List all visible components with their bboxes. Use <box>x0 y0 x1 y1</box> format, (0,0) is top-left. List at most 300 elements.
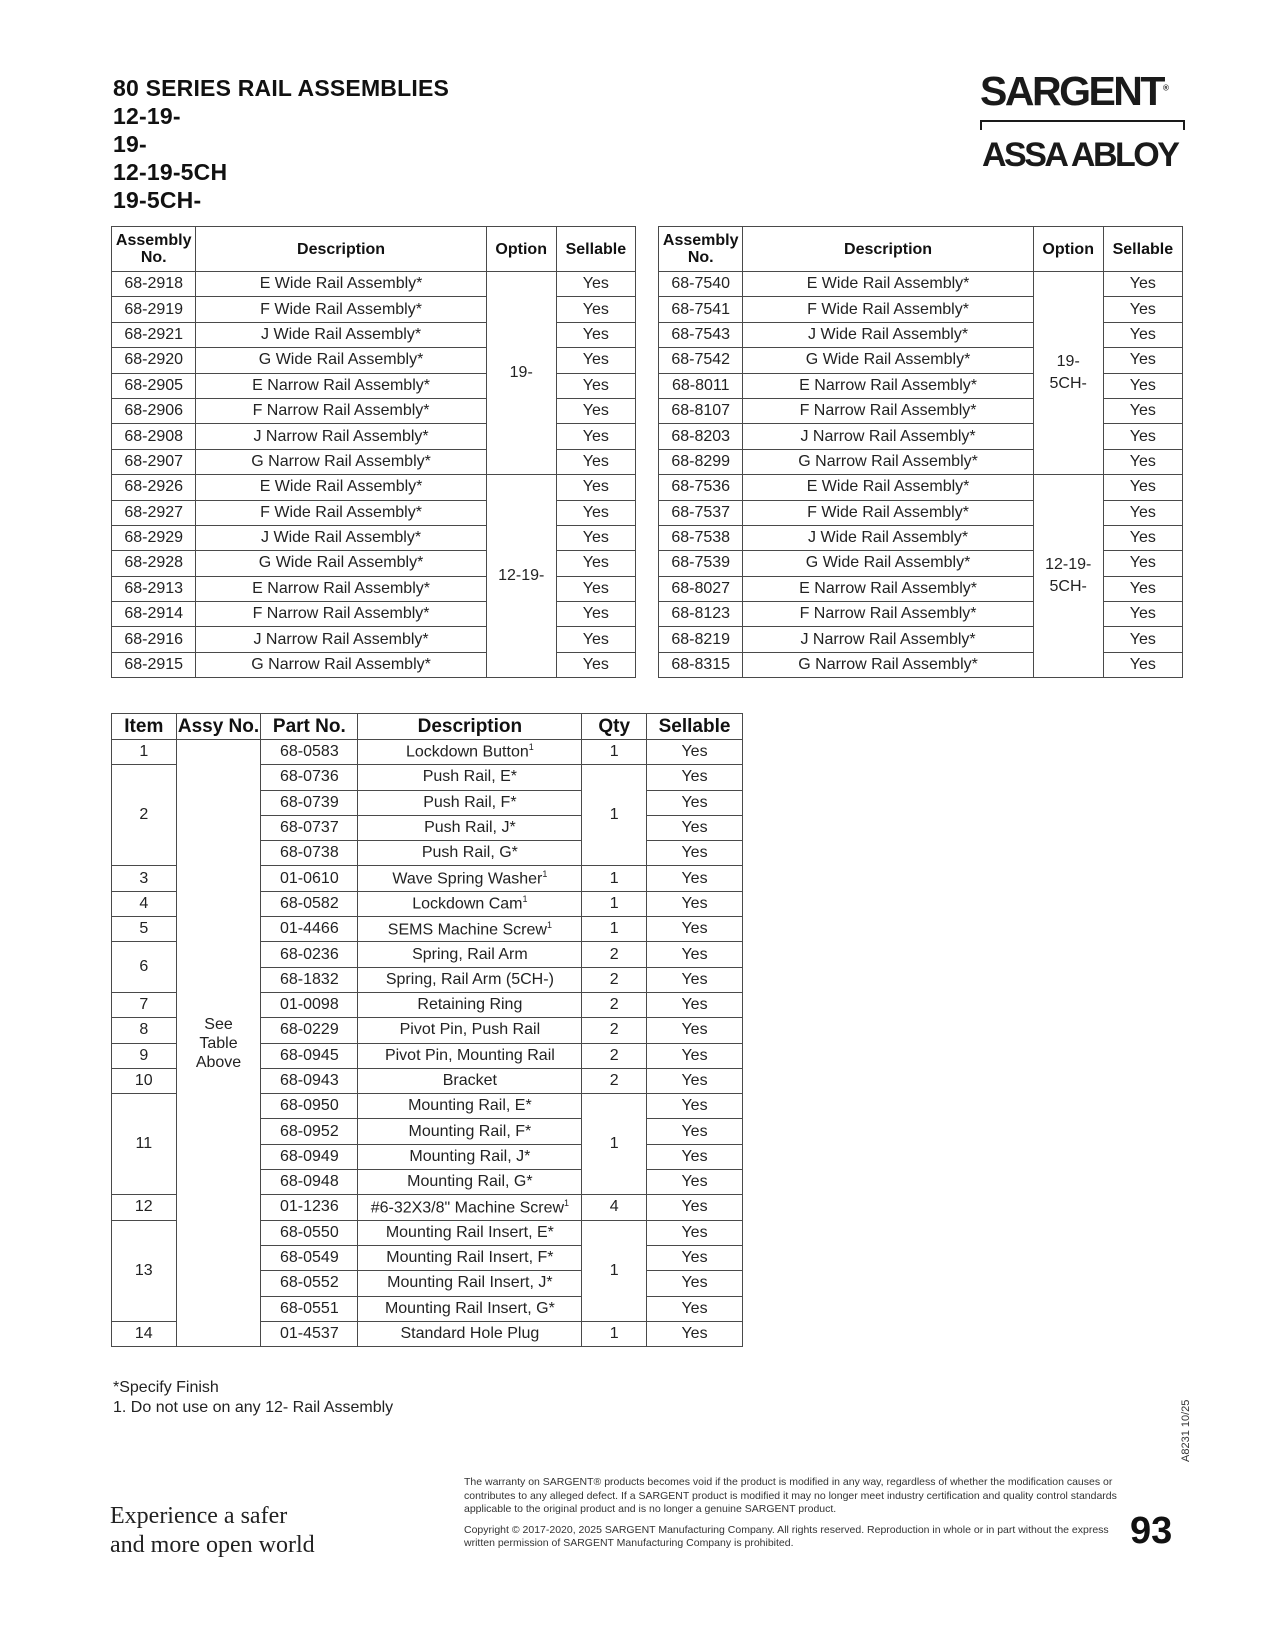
description-cell: F Narrow Rail Assembly* <box>196 398 486 423</box>
sellable-cell: Yes <box>647 967 743 992</box>
sellable-cell: Yes <box>556 449 635 474</box>
description-text: Mounting Rail, F* <box>408 1122 532 1140</box>
item-cell: 9 <box>112 1043 177 1068</box>
sellable-cell: Yes <box>647 1144 743 1169</box>
option-label: 5CH- <box>1049 375 1087 393</box>
item-cell: 11 <box>112 1094 177 1195</box>
table-row <box>112 602 636 627</box>
description-cell <box>358 765 582 790</box>
item-cell: 1 <box>112 740 177 765</box>
description-cell <box>358 942 582 967</box>
description-cell <box>358 740 582 765</box>
part-no-cell: 01-4466 <box>261 917 358 942</box>
assy-no-cell <box>176 740 261 1347</box>
description-text: Spring, Rail Arm (5CH-) <box>385 970 554 988</box>
item-cell: 6 <box>112 942 177 993</box>
description-text: Lockdown Cam <box>412 895 523 913</box>
sellable-cell: Yes <box>556 576 635 601</box>
description-cell: G Narrow Rail Assembly* <box>743 652 1033 677</box>
specify-finish-note: *Specify Finish <box>113 1379 219 1396</box>
description-cell: G Wide Rail Assembly* <box>196 551 486 576</box>
sellable-cell: Yes <box>556 627 635 652</box>
description-text: Push Rail, J* <box>424 819 516 837</box>
legal-text <box>464 1476 1124 1558</box>
option-cell <box>486 272 556 475</box>
table-row <box>112 475 636 500</box>
footnote-marker: 1 <box>546 919 552 930</box>
table-row <box>659 424 1183 449</box>
sellable-cell: Yes <box>647 1119 743 1144</box>
part-no-cell: 68-0737 <box>261 815 358 840</box>
description-cell: G Wide Rail Assembly* <box>743 348 1033 373</box>
description-text: Standard Hole Plug <box>400 1324 540 1342</box>
description-cell: G Narrow Rail Assembly* <box>196 652 486 677</box>
item-cell: 12 <box>112 1195 177 1220</box>
copyright-text: Copyright © 2017-2020, 2025 SARGENT Manufacturing Company. All rights reserved. Reproduction in whole or in part without the express written permission of SARGENT Manufacturing Company is prohibited. <box>464 1523 1109 1549</box>
footnote-marker: 1 <box>542 868 548 879</box>
qty-cell: 2 <box>582 1018 647 1043</box>
page-title-block <box>113 74 449 214</box>
table-row <box>659 525 1183 550</box>
sellable-cell: Yes <box>556 398 635 423</box>
qty-cell: 1 <box>582 891 647 916</box>
description-cell: J Wide Rail Assembly* <box>196 322 486 347</box>
assembly-no-cell: 68-8203 <box>659 424 743 449</box>
page-title: 80 SERIES RAIL ASSEMBLIES <box>113 75 450 101</box>
sellable-header: Sellable <box>556 227 635 272</box>
qty-cell: 1 <box>582 740 647 765</box>
description-text: Mounting Rail Insert, J* <box>387 1274 553 1292</box>
table-row <box>112 297 636 322</box>
assembly-no-cell: 68-8299 <box>659 449 743 474</box>
assembly-no-cell: 68-2929 <box>112 525 196 550</box>
sellable-cell: Yes <box>1103 500 1182 525</box>
description-cell: G Wide Rail Assembly* <box>196 348 486 373</box>
sellable-cell: Yes <box>647 917 743 942</box>
part-no-cell: 68-0552 <box>261 1271 358 1296</box>
part-no-cell: 68-0736 <box>261 765 358 790</box>
table-row <box>112 348 636 373</box>
table-row <box>659 449 1183 474</box>
description-header: Description <box>743 227 1033 272</box>
description-cell: J Wide Rail Assembly* <box>743 525 1033 550</box>
assembly-no-cell: 68-7537 <box>659 500 743 525</box>
sellable-cell: Yes <box>647 1195 743 1220</box>
description-cell: J Narrow Rail Assembly* <box>196 627 486 652</box>
table-row <box>659 627 1183 652</box>
sellable-cell: Yes <box>647 1296 743 1321</box>
description-cell: E Narrow Rail Assembly* <box>196 373 486 398</box>
part-no-cell: 68-0950 <box>261 1094 358 1119</box>
table-row <box>112 424 636 449</box>
sellable-cell: Yes <box>647 1245 743 1270</box>
document-code: A8231 10/25 <box>1180 1399 1192 1462</box>
sellable-cell: Yes <box>556 322 635 347</box>
footnote-1: 1. Do not use on any 12- Rail Assembly <box>113 1399 394 1416</box>
table-row <box>112 500 636 525</box>
description-text: Push Rail, E* <box>422 768 517 786</box>
description-header: Description <box>196 227 486 272</box>
sellable-cell: Yes <box>1103 627 1182 652</box>
subtitle-option: 19- <box>113 131 147 157</box>
assembly-no-cell: 68-2908 <box>112 424 196 449</box>
description-cell: E Wide Rail Assembly* <box>196 272 486 297</box>
description-text: Retaining Ring <box>417 996 523 1014</box>
qty-cell: 1 <box>582 866 647 891</box>
description-text: Lockdown Button <box>405 743 529 761</box>
assembly-no-cell: 68-7540 <box>659 272 743 297</box>
qty-cell: 1 <box>582 917 647 942</box>
assembly-no-cell: 68-8107 <box>659 398 743 423</box>
description-text: Mounting Rail Insert, G* <box>384 1299 555 1317</box>
item-cell: 2 <box>112 765 177 866</box>
part-no-cell: 68-0549 <box>261 1245 358 1270</box>
table-row <box>112 551 636 576</box>
part-no-cell: 68-0582 <box>261 891 358 916</box>
sellable-cell: Yes <box>1103 551 1182 576</box>
sellable-cell: Yes <box>647 1018 743 1043</box>
description-cell: F Wide Rail Assembly* <box>743 500 1033 525</box>
sellable-cell: Yes <box>1103 297 1182 322</box>
description-cell <box>358 1321 582 1346</box>
description-text: Mounting Rail, E* <box>408 1097 532 1115</box>
sellable-cell: Yes <box>647 841 743 866</box>
assembly-no-cell: 68-2919 <box>112 297 196 322</box>
assembly-no-header: Assembly No. <box>659 227 743 272</box>
sargent-assa-abloy-logo <box>980 68 1185 178</box>
description-cell <box>358 1043 582 1068</box>
table-row <box>659 500 1183 525</box>
sellable-cell: Yes <box>556 475 635 500</box>
table-header <box>659 227 1183 272</box>
assembly-no-cell: 68-7543 <box>659 322 743 347</box>
description-cell: F Wide Rail Assembly* <box>196 297 486 322</box>
sellable-cell: Yes <box>647 815 743 840</box>
description-cell: E Wide Rail Assembly* <box>196 475 486 500</box>
assembly-no-cell: 68-2926 <box>112 475 196 500</box>
assembly-table-left <box>111 226 636 678</box>
part-no-cell: 01-0098 <box>261 992 358 1017</box>
description-text: Push Rail, G* <box>421 844 518 862</box>
footnote-marker: 1 <box>522 894 528 905</box>
part-no-cell: 68-0583 <box>261 740 358 765</box>
assembly-no-cell: 68-7536 <box>659 475 743 500</box>
description-cell <box>358 1119 582 1144</box>
table-row <box>659 348 1183 373</box>
part-no-header: Part No. <box>261 714 358 740</box>
part-no-cell: 68-0738 <box>261 841 358 866</box>
description-cell <box>358 1094 582 1119</box>
assembly-no-cell: 68-2906 <box>112 398 196 423</box>
description-cell <box>358 1068 582 1093</box>
table-row <box>659 576 1183 601</box>
assembly-no-cell: 68-7542 <box>659 348 743 373</box>
assembly-no-cell: 68-7541 <box>659 297 743 322</box>
description-text: Bracket <box>442 1072 497 1089</box>
table-row <box>112 322 636 347</box>
part-no-cell: 68-0943 <box>261 1068 358 1093</box>
item-cell: 3 <box>112 866 177 891</box>
item-cell: 14 <box>112 1321 177 1346</box>
see-table-label: Above <box>195 1053 242 1071</box>
part-no-cell: 68-0551 <box>261 1296 358 1321</box>
option-label: 12-19- <box>498 567 545 585</box>
part-no-cell: 68-0739 <box>261 790 358 815</box>
table-row <box>659 398 1183 423</box>
description-cell <box>358 1296 582 1321</box>
item-cell: 5 <box>112 917 177 942</box>
sellable-cell: Yes <box>647 942 743 967</box>
part-no-cell: 68-0948 <box>261 1170 358 1195</box>
option-header: Option <box>1033 227 1103 272</box>
sellable-cell: Yes <box>1103 348 1182 373</box>
part-no-cell: 68-0229 <box>261 1018 358 1043</box>
assy-no-header: Assy No. <box>176 714 261 740</box>
sellable-cell: Yes <box>556 602 635 627</box>
description-cell <box>358 1195 582 1220</box>
assembly-no-cell: 68-2905 <box>112 373 196 398</box>
table-row <box>659 297 1183 322</box>
sellable-cell: Yes <box>556 500 635 525</box>
qty-cell: 2 <box>582 1068 647 1093</box>
description-cell: F Narrow Rail Assembly* <box>743 602 1033 627</box>
sellable-cell: Yes <box>556 424 635 449</box>
table-row <box>659 272 1183 297</box>
description-text: Mounting Rail, G* <box>407 1173 533 1191</box>
table-row <box>112 373 636 398</box>
description-cell: G Wide Rail Assembly* <box>743 551 1033 576</box>
table-row <box>112 272 636 297</box>
part-no-cell: 01-0610 <box>261 866 358 891</box>
sellable-cell: Yes <box>556 272 635 297</box>
assembly-no-cell: 68-2913 <box>112 576 196 601</box>
table-row <box>112 449 636 474</box>
assembly-no-cell: 68-2915 <box>112 652 196 677</box>
description-cell: J Wide Rail Assembly* <box>196 525 486 550</box>
part-no-cell: 01-1236 <box>261 1195 358 1220</box>
item-cell: 8 <box>112 1018 177 1043</box>
description-cell: F Wide Rail Assembly* <box>196 500 486 525</box>
part-no-cell: 68-0952 <box>261 1119 358 1144</box>
table-row <box>659 322 1183 347</box>
item-cell: 7 <box>112 992 177 1017</box>
sellable-cell: Yes <box>647 740 743 765</box>
sellable-cell: Yes <box>647 1094 743 1119</box>
description-cell <box>358 1220 582 1245</box>
description-cell <box>358 815 582 840</box>
option-label: 19- <box>509 364 533 382</box>
sellable-header: Sellable <box>647 714 743 740</box>
sellable-cell: Yes <box>647 1271 743 1296</box>
sellable-cell: Yes <box>1103 322 1182 347</box>
description-text: Pivot Pin, Push Rail <box>399 1021 541 1039</box>
sellable-cell: Yes <box>556 525 635 550</box>
tagline <box>110 1502 315 1560</box>
assembly-table-right <box>658 226 1183 678</box>
assembly-no-cell: 68-2927 <box>112 500 196 525</box>
description-text: Pivot Pin, Mounting Rail <box>384 1046 555 1064</box>
table-row <box>659 652 1183 677</box>
table-row <box>112 740 743 765</box>
footnote-marker: 1 <box>528 742 534 753</box>
description-cell: E Narrow Rail Assembly* <box>743 373 1033 398</box>
subtitle-option: 12-19- <box>113 103 181 129</box>
table-row <box>659 551 1183 576</box>
item-cell: 4 <box>112 891 177 916</box>
description-cell: F Narrow Rail Assembly* <box>743 398 1033 423</box>
warranty-text: The warranty on SARGENT® products becomes void if the product is modified in any way, regardless of whether the modification causes or contributes to any alleged defect. If a SARGENT product is modified it may no longer meet industry certification and quality control standards applicable to the original product and is no longer a genuine SARGENT product. <box>464 1476 1117 1515</box>
description-cell: J Wide Rail Assembly* <box>743 322 1033 347</box>
description-text: Push Rail, F* <box>423 793 517 811</box>
description-text: Mounting Rail, J* <box>409 1147 531 1165</box>
description-cell <box>358 1144 582 1169</box>
description-text: #6-32X3/8" Machine Screw <box>370 1199 565 1217</box>
option-label: 19- <box>1056 353 1080 371</box>
sargent-wordmark: SARGENT® <box>980 68 1169 114</box>
table-row <box>112 627 636 652</box>
sellable-cell: Yes <box>556 348 635 373</box>
part-no-cell: 68-1832 <box>261 967 358 992</box>
qty-cell: 2 <box>582 942 647 967</box>
qty-cell: 2 <box>582 992 647 1017</box>
assembly-no-cell: 68-8011 <box>659 373 743 398</box>
description-cell: J Narrow Rail Assembly* <box>743 424 1033 449</box>
sellable-cell: Yes <box>556 297 635 322</box>
table-row <box>112 652 636 677</box>
sellable-cell: Yes <box>556 652 635 677</box>
qty-cell: 1 <box>582 1321 647 1346</box>
sellable-cell: Yes <box>647 790 743 815</box>
description-text: Mounting Rail Insert, F* <box>386 1249 554 1267</box>
description-cell <box>358 917 582 942</box>
description-cell: F Narrow Rail Assembly* <box>196 602 486 627</box>
description-cell: E Narrow Rail Assembly* <box>196 576 486 601</box>
part-no-cell: 68-0550 <box>261 1220 358 1245</box>
description-cell <box>358 967 582 992</box>
qty-cell: 1 <box>582 765 647 866</box>
description-cell: J Narrow Rail Assembly* <box>196 424 486 449</box>
description-cell <box>358 790 582 815</box>
assembly-no-cell: 68-2916 <box>112 627 196 652</box>
option-cell <box>486 475 556 678</box>
assembly-no-cell: 68-2920 <box>112 348 196 373</box>
table-row <box>659 602 1183 627</box>
item-header: Item <box>112 714 177 740</box>
sellable-cell: Yes <box>556 373 635 398</box>
sellable-cell: Yes <box>1103 272 1182 297</box>
sellable-cell: Yes <box>647 1220 743 1245</box>
see-table-label: Table <box>199 1034 238 1052</box>
assembly-no-cell: 68-8027 <box>659 576 743 601</box>
assembly-no-cell: 68-7538 <box>659 525 743 550</box>
table-row <box>112 576 636 601</box>
description-text: SEMS Machine Screw <box>387 920 547 938</box>
description-cell <box>358 841 582 866</box>
sellable-cell: Yes <box>556 551 635 576</box>
sellable-cell: Yes <box>1103 475 1182 500</box>
sellable-cell: Yes <box>647 1068 743 1093</box>
description-cell <box>358 866 582 891</box>
tagline-line: and more open world <box>110 1532 315 1558</box>
description-cell: E Wide Rail Assembly* <box>743 272 1033 297</box>
description-cell: F Wide Rail Assembly* <box>743 297 1033 322</box>
sellable-cell: Yes <box>647 1043 743 1068</box>
description-cell: G Narrow Rail Assembly* <box>743 449 1033 474</box>
table-row <box>112 398 636 423</box>
description-text: Spring, Rail Arm <box>412 945 528 963</box>
item-cell: 13 <box>112 1220 177 1321</box>
qty-cell: 1 <box>582 1094 647 1195</box>
assembly-no-cell: 68-7539 <box>659 551 743 576</box>
option-cell <box>1033 475 1103 678</box>
option-cell <box>1033 272 1103 475</box>
sellable-cell: Yes <box>647 1170 743 1195</box>
assembly-no-cell: 68-8315 <box>659 652 743 677</box>
sellable-cell: Yes <box>647 891 743 916</box>
sellable-cell: Yes <box>647 765 743 790</box>
parts-table <box>111 713 743 1347</box>
option-label: 12-19- <box>1045 556 1092 574</box>
qty-cell: 1 <box>582 1220 647 1321</box>
sellable-cell: Yes <box>647 866 743 891</box>
description-cell: E Narrow Rail Assembly* <box>743 576 1033 601</box>
sellable-cell: Yes <box>647 1321 743 1346</box>
qty-header: Qty <box>582 714 647 740</box>
subtitle-option: 12-19-5CH <box>113 159 228 185</box>
sellable-cell: Yes <box>1103 449 1182 474</box>
assembly-no-header: Assembly No. <box>112 227 196 272</box>
description-cell <box>358 1271 582 1296</box>
tagline-line: Experience a safer <box>110 1503 288 1529</box>
part-no-cell: 01-4537 <box>261 1321 358 1346</box>
description-text: Wave Spring Washer <box>392 870 543 888</box>
assembly-no-cell: 68-8219 <box>659 627 743 652</box>
footnote-marker: 1 <box>564 1197 570 1208</box>
sellable-header: Sellable <box>1103 227 1182 272</box>
sellable-cell: Yes <box>1103 398 1182 423</box>
table-header <box>112 714 743 740</box>
description-header: Description <box>358 714 582 740</box>
qty-cell: 2 <box>582 967 647 992</box>
assembly-no-cell: 68-2907 <box>112 449 196 474</box>
table-row <box>112 525 636 550</box>
description-cell: G Narrow Rail Assembly* <box>196 449 486 474</box>
assembly-no-cell: 68-2918 <box>112 272 196 297</box>
sellable-cell: Yes <box>1103 525 1182 550</box>
assa-abloy-wordmark: ASSA ABLOY <box>982 136 1178 174</box>
page-number: 93 <box>1130 1510 1173 1552</box>
assembly-no-cell: 68-2928 <box>112 551 196 576</box>
logo-bracket <box>980 120 1185 130</box>
subtitle-option: 19-5CH- <box>113 187 202 213</box>
description-cell <box>358 1245 582 1270</box>
table-row <box>659 475 1183 500</box>
description-cell <box>358 891 582 916</box>
option-header: Option <box>486 227 556 272</box>
sellable-cell: Yes <box>647 992 743 1017</box>
part-no-cell: 68-0236 <box>261 942 358 967</box>
item-cell: 10 <box>112 1068 177 1093</box>
table-row <box>659 373 1183 398</box>
assembly-no-cell: 68-2921 <box>112 322 196 347</box>
assembly-no-cell: 68-8123 <box>659 602 743 627</box>
sellable-cell: Yes <box>1103 576 1182 601</box>
table-header <box>112 227 636 272</box>
assembly-no-cell: 68-2914 <box>112 602 196 627</box>
description-cell: J Narrow Rail Assembly* <box>743 627 1033 652</box>
description-text: Mounting Rail Insert, E* <box>385 1223 554 1241</box>
description-cell: E Wide Rail Assembly* <box>743 475 1033 500</box>
